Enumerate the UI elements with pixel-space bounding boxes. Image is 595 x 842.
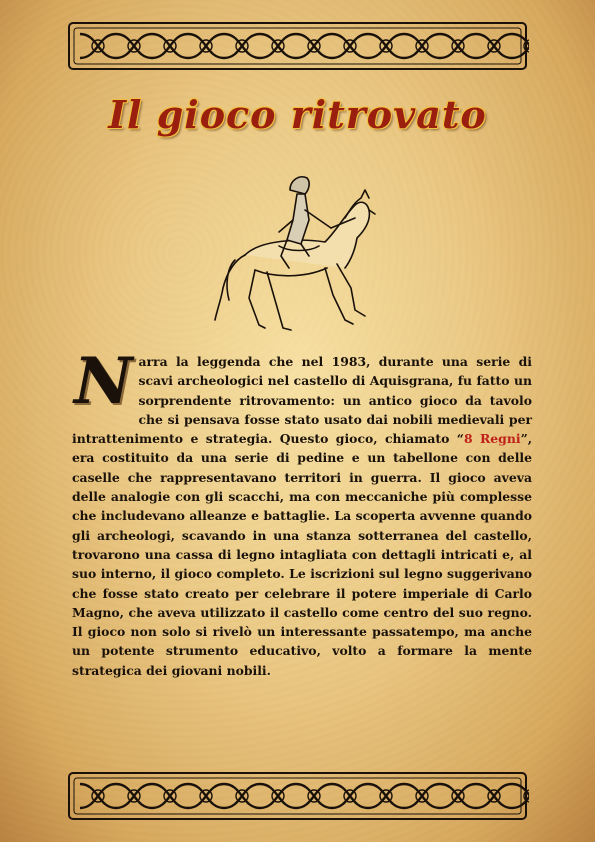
knot-strand: [260, 784, 296, 808]
knot-strand: [440, 784, 476, 808]
knot-strand: [476, 34, 512, 58]
knot-strand: [152, 34, 188, 58]
drop-cap-letter: N: [74, 344, 133, 419]
story-rest: ”, era costituito da una serie di pedine e un tabellone con delle caselle che rappresentavano territori in guerra. Il gioco aveva delle analogie con gli scacchi, ma con meccaniche più complesse che includevano alleanze e battaglie. La scoperta avvenne quando gli archeologi, scavando in una stanza sotterranea del castello, trovarono una cassa di legno intagliata con dettagli intricati e, al suo interno, il gioco completo. Le iscrizioni sul legno suggerivano che fosse stato creato per celebrare il potere imperiale di Carlo Magno, che aveva utilizzato il castello come centro del suo regno. Il gioco non solo si rivelò un interessante passatempo, ma anche un potente strumento educativo, volto a formare la mente strategica dei giovani nobili.: [72, 431, 533, 678]
knot-strand: [368, 784, 404, 808]
knot-strand: [80, 34, 116, 58]
story-text: [72, 344, 533, 680]
celtic-knot-border-bottom: [66, 770, 529, 822]
knot-strand: [296, 784, 332, 808]
knot-strand: [404, 34, 440, 58]
story-intro: arra la leggenda che nel 1983, durante una serie di scavi archeologici nel castello di Aquisgrana, fu fatto un sorprendente ritrovamento: un antico gioco da tavolo che si pensava fosse stato usato dai nobili medievali per intrattenimento e strategia. Questo gioco, chiamato “: [72, 354, 532, 447]
knot-strand: [476, 784, 512, 808]
knot-strand: [188, 34, 224, 58]
page-title: Il gioco ritrovato: [108, 92, 487, 137]
knot-strand: [440, 34, 476, 58]
knot-strand: [224, 784, 260, 808]
knot-strand: [368, 34, 404, 58]
game-name-highlight: 8 Regni: [463, 431, 521, 447]
knot-strand: [296, 34, 332, 58]
knot-strand: [116, 784, 152, 808]
knot-strand: [116, 34, 152, 58]
knot-strand: [332, 784, 368, 808]
knot-strand: [260, 34, 296, 58]
knot-strand: [152, 784, 188, 808]
knot-strand: [188, 784, 224, 808]
knot-strand: [332, 34, 368, 58]
knight-on-horse-illustration: [205, 160, 380, 340]
knot-strand: [80, 784, 116, 808]
knot-strand: [404, 784, 440, 808]
celtic-knot-border-top: [66, 20, 529, 72]
knot-strand: [224, 34, 260, 58]
